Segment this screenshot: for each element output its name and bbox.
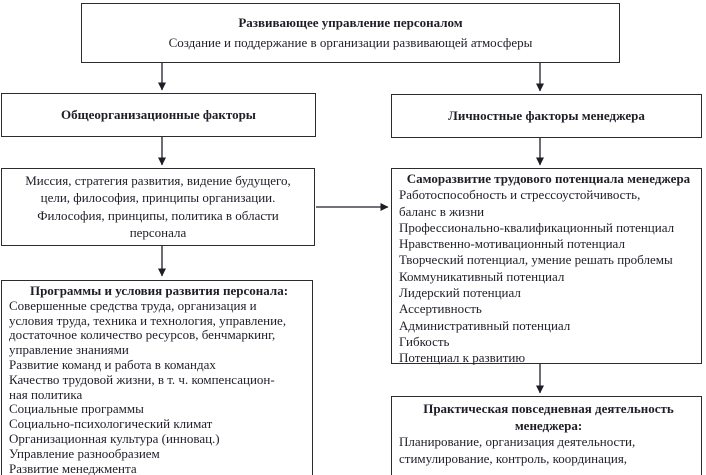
self-development-item: Творческий потенциал, умение решать проблемы: [399, 252, 673, 268]
box-organizational-factors: [1, 93, 316, 137]
development-programs-item: Совершенные средства труда, организация и: [9, 297, 257, 313]
development-programs-item: достаточное количество ресурсов, бенчмаркинг,: [9, 327, 276, 343]
self-development-item: Потенциал к развитию: [399, 350, 526, 366]
personal-factors-title: Личностные факторы менеджера: [448, 108, 645, 123]
self-development-item: Профессионально-квалификационный потенциал: [399, 219, 675, 235]
self-development-item: Ассертивность: [399, 301, 482, 317]
mission-line: цели, философия, принципы организации.: [40, 190, 276, 206]
mission-line: Философия, принципы, политика в области: [37, 207, 279, 223]
box-daily-activity: [391, 396, 702, 475]
development-programs-item: ная политика: [9, 386, 83, 402]
development-programs-item: Социальные программы: [9, 401, 144, 417]
development-programs-item: Развитие команд и работа в командах: [9, 356, 216, 372]
self-development-title: Саморазвитие трудового потенциала менеджера: [406, 171, 691, 186]
daily-activity-item: стимулирование, контроль, координация,: [399, 450, 628, 466]
root-subtitle: Создание и поддержание в организации развивающей атмосферы: [168, 35, 533, 50]
development-programs-item: Качество трудовой жизни, в т. ч. компенсацион-: [9, 371, 275, 387]
root-title: Развивающее управление персоналом: [238, 15, 463, 30]
box-mission: [1, 168, 315, 246]
self-development-item: Гибкость: [399, 333, 450, 349]
development-programs-item: Социально-психологический климат: [9, 416, 213, 432]
self-development-item: баланс в жизни: [399, 203, 485, 219]
box-development-programs: [1, 280, 313, 475]
self-development-item: Нравственно-мотивационный потенциал: [399, 236, 625, 252]
self-development-item: Работоспособность и стрессоустойчивость,: [399, 187, 641, 203]
self-development-item: Коммуникативный потенциал: [399, 268, 565, 284]
box-self-development: [391, 168, 702, 364]
box-developing-management: [81, 3, 620, 63]
daily-activity-title: Практическая повседневная деятельность менеджера:: [423, 401, 674, 433]
development-programs-item: Управление разнообразием: [9, 445, 160, 461]
development-programs-item: Организационная культура (инновац.): [9, 430, 220, 446]
development-programs-item: условия труда, техника и технология, управление,: [9, 312, 287, 328]
self-development-item: Административный потенциал: [399, 317, 571, 333]
mission-line: персонала: [129, 225, 187, 241]
development-programs-item: управление знаниями: [9, 342, 129, 358]
mission-line: Миссия, стратегия развития, видение будущего,: [25, 173, 291, 188]
self-development-item: Лидерский потенциал: [399, 285, 521, 301]
box-personal-factors: [391, 94, 702, 138]
development-programs-title: Программы и условия развития персонала:: [29, 283, 289, 298]
daily-activity-item: Планирование, организация деятельности,: [399, 434, 636, 449]
development-programs-item: Развитие менеджмента: [9, 460, 137, 475]
organizational-factors-title: Общеорганизационные факторы: [61, 107, 256, 122]
